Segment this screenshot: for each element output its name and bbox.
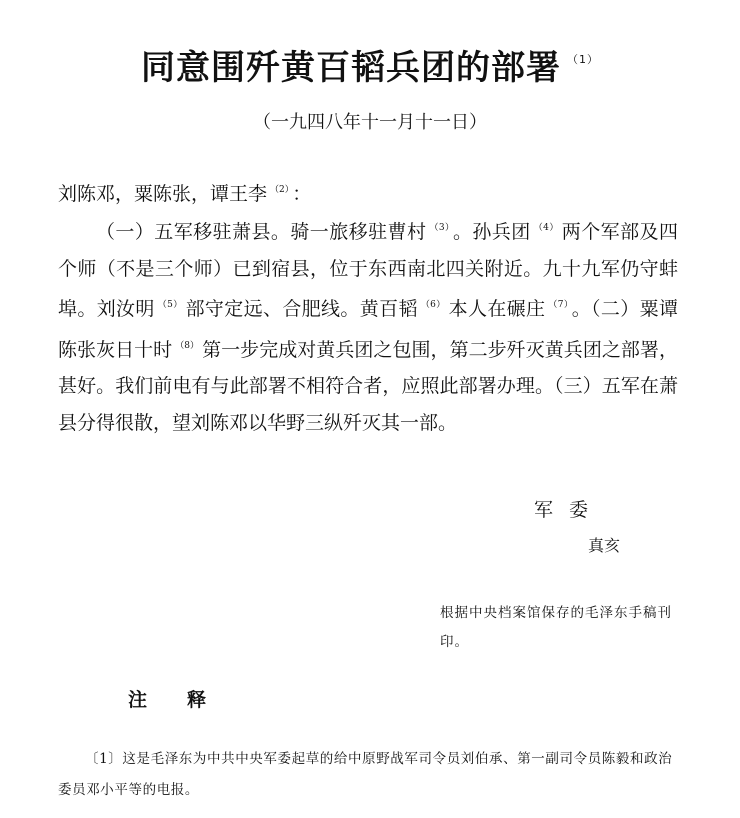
title-footnote-ref: （1）: [567, 53, 599, 66]
document-title: [0, 30, 740, 98]
body-text: 本人在碾庄: [448, 298, 546, 320]
footnote-ref: （5）: [157, 300, 183, 310]
document-date: （一九四八年十一月十一日）: [253, 112, 487, 133]
salutation: [58, 172, 678, 212]
footnote-ref: （2）: [270, 185, 290, 195]
footnote-1: 〔1〕这是毛泽东为中共中央军委起草的给中原野战军司令员刘伯承、第一副司令员陈毅和政治委员邓小平等的电报。: [58, 751, 673, 798]
body-text: 部守定远、合肥线。黄百韬: [185, 298, 418, 320]
notes-heading: 注释: [128, 689, 247, 711]
source-note: 根据中央档案馆保存的毛泽东手稿刊印。: [440, 605, 672, 650]
body-text: 。（二）粟谭陈张灰日十时: [58, 298, 678, 361]
footnote-ref: （3）: [429, 223, 450, 233]
footnote-ref: （7）: [548, 300, 569, 310]
body-text: （一）五军移驻萧县。骑一旅移驻曹村: [96, 221, 427, 243]
salutation-text: 刘陈邓，粟陈张，谭王李: [58, 183, 268, 205]
footnote-ref: （6）: [420, 300, 446, 310]
title-text: 同意围歼黄百韬兵团的部署: [141, 48, 561, 88]
body-text: 。孙兵团: [452, 221, 531, 243]
footnote-ref: （8）: [175, 340, 200, 351]
telegram-body: [58, 210, 678, 441]
body-text: 两个军部及四个师（不是三个师）已到宿县，位于东西南北四关附近。九十九军仍守蚌埠。刘汝明: [58, 221, 678, 320]
signature-date-code: 真亥: [588, 536, 621, 555]
salutation-colon: ：: [292, 183, 312, 205]
signature-sender: 军委: [534, 499, 605, 521]
body-text: 第一步完成对黄兵团之包围，第二步歼灭黄兵团之部署，甚好。我们前电有与此部署不相符合者，应照此部署办理。（三）五军在萧县分得很散，望刘陈邓以华野三纵歼灭其一部。: [58, 338, 678, 434]
footnote-ref: （4）: [533, 223, 559, 233]
